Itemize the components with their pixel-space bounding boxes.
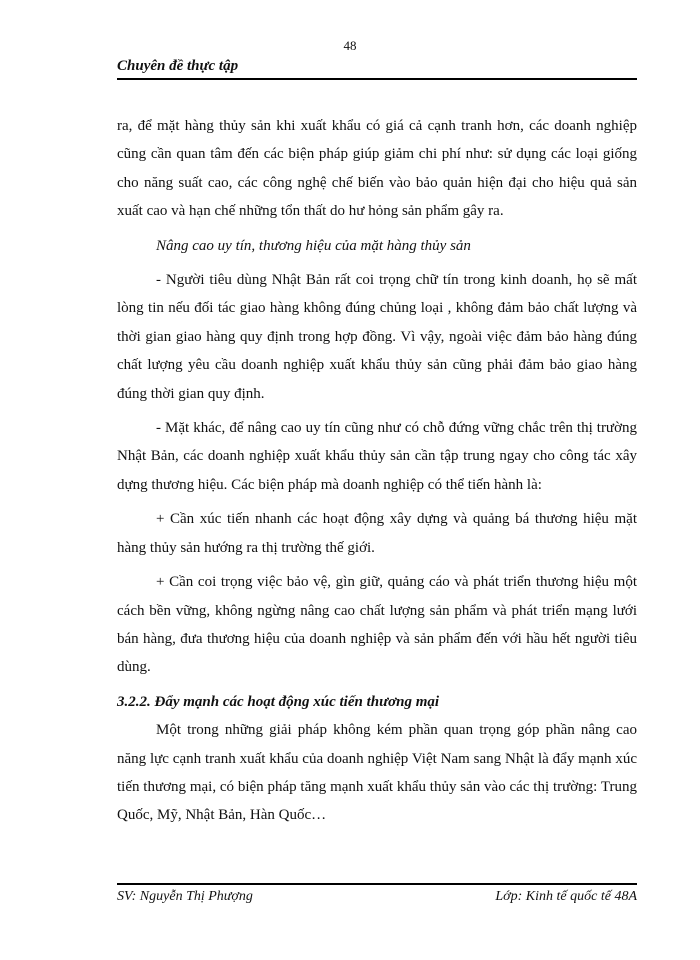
subheading: Nâng cao uy tín, thương hiệu của mặt hàng thủy sản	[156, 237, 471, 254]
paragraph-1: ra, để mặt hàng thủy sản khi xuất khẩu có giá cả cạnh tranh hơn, các doanh nghiệp cũng cần quan tâm đến các biện pháp giúp giảm chi phí như: sử dụng các loại giống cho năng suất cao, các công nghệ chế biến vào bảo quản hiện đại cho hiệu quả sản xuất cao và hạn chế những tổn thất do hư hỏng sản phẩm gây ra.	[117, 118, 637, 220]
paragraph-6: Một trong những giải pháp không kém phần quan trọng góp phần nâng cao năng lực cạnh tranh xuất khẩu của doanh nghiệp Việt Nam sang Nhật là đẩy mạnh xúc tiến thương mại, có biện pháp tăng mạnh xuất khẩu thủy sản vào các thị trường: Trung Quốc, Mỹ, Nhật Bản, Hàn Quốc…	[117, 722, 637, 824]
paragraph-3: - Mặt khác, để nâng cao uy tín cũng như có chỗ đứng vững chắc trên thị trường Nhật Bản, các doanh nghiệp xuất khẩu thủy sản cần tập trung ngay cho công tác xây dựng thương hiệu. Các biện pháp mà doanh nghiệp có thể tiến hành là:	[117, 420, 637, 493]
document-body	[117, 112, 637, 836]
paragraph-2: - Người tiêu dùng Nhật Bản rất coi trọng chữ tín trong kinh doanh, họ sẽ mất lòng tin nếu đối tác giao hàng không đúng chủng loại , không đảm bảo chất lượng và thời gian giao hàng quy định trong hợp đồng. Vì vậy, ngoài việc đảm bảo hàng đúng chất lượng yêu cầu doanh nghiệp xuất khẩu thủy sản cũng phải đảm bảo giao hàng đúng thời gian quy định.	[117, 272, 637, 402]
header-title: Chuyên đề thực tập	[117, 58, 239, 74]
paragraph-5: + Cần coi trọng việc bảo vệ, gìn giữ, quảng cáo và phát triển thương hiệu một cách bền vững, không ngừng nâng cao chất lượng sản phẩm và phát triển mạng lưới bán hàng, đưa thương hiệu của doanh nghiệp và sản phẩm đến với hầu hết người tiêu dùng.	[117, 574, 637, 676]
section-heading: 3.2.2. Đẩy mạnh các hoạt động xúc tiến thương mại	[117, 693, 440, 710]
header-rule	[117, 78, 637, 80]
footer-class: Lớp: Kinh tế quốc tế 48A	[495, 889, 637, 904]
page-number: 48	[343, 38, 357, 53]
footer-rule	[117, 883, 637, 885]
footer-student: SV: Nguyễn Thị Phượng	[117, 889, 253, 904]
paragraph-4: + Cần xúc tiến nhanh các hoạt động xây dựng và quảng bá thương hiệu mặt hàng thủy sản hướng ra thị trường thế giới.	[117, 511, 637, 556]
